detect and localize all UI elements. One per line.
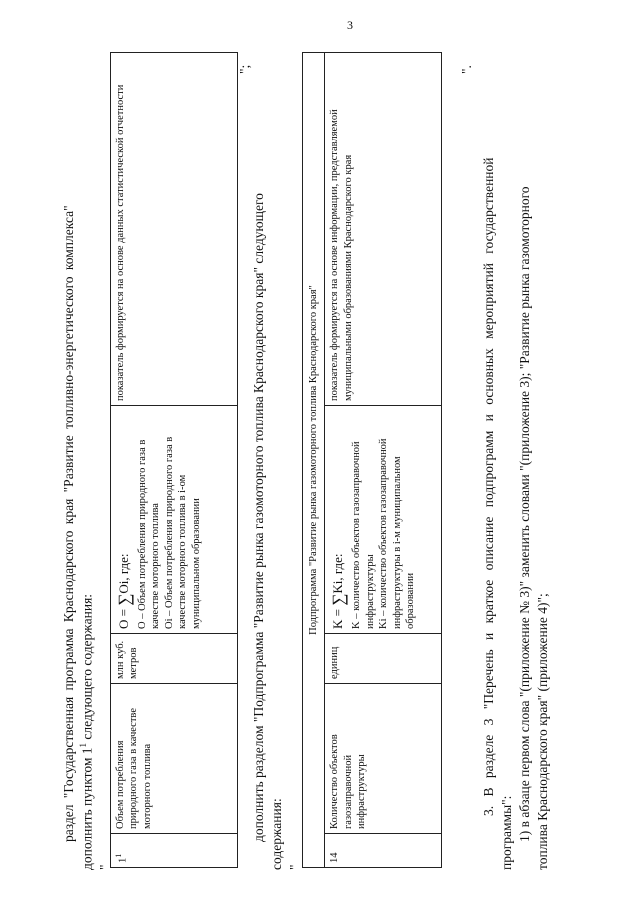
table-caption-row <box>303 53 325 868</box>
table-caption: Подпрограмма "Развитие рынка газомоторного топлива Краснодарского края" <box>303 53 325 868</box>
middle-line-1: дополнить разделом "Подпрограмма "Развитие рынка газомоторного топлива Краснодарского края" следующего <box>251 193 266 842</box>
intro-line-2 <box>78 594 96 870</box>
open-quote-2: " <box>287 864 302 870</box>
rotated-landscape-content <box>40 52 600 870</box>
unit-cell: млн куб. метров <box>111 634 238 684</box>
formula: O = ∑Oi, где: <box>115 553 134 629</box>
unit-cell: единиц <box>325 634 442 684</box>
row-number-cell: $1^1$ <box>111 834 238 868</box>
page-number: 3 <box>347 18 353 32</box>
intro-line-2-sup: 1 <box>78 743 88 748</box>
item3-line-1: 3. В разделе 3 "Перечень и краткое описание подпрограмм и основных мероприятий государственной <box>481 157 496 816</box>
item3-line-4: топлива Краснодарского края" (приложение 4)"; <box>535 593 550 870</box>
intro-line-2-pre: дополнить пунктом 1 <box>79 747 95 870</box>
formula-cell <box>325 406 442 634</box>
formula-desc-1: O – Объем потребления природного газа в качестве моторного топлива <box>136 439 162 629</box>
intro-line-1: раздел "Государственная программа Краснодарского края "Развитие топливно-энергетического комплекса" <box>61 205 76 842</box>
formula: K = ∑Ki, где: <box>329 553 349 629</box>
table-row <box>325 53 442 868</box>
formula-cell <box>111 406 238 634</box>
row-number-cell: 14 <box>325 834 442 868</box>
indicator-table-1 <box>110 52 238 868</box>
close-quote-1: "; <box>237 64 252 74</box>
data-source-cell: показатель формируется на основе данных статистической отчетности <box>111 53 238 406</box>
intro-line-2-post: следующего содержания: <box>79 593 95 743</box>
indicator-table-2 <box>302 52 442 868</box>
formula-desc-1: K – количество объектов газозаправочной инфраструктуры <box>351 441 376 629</box>
open-quote-1: " <box>97 864 112 870</box>
middle-line-2: содержания: <box>269 798 284 870</box>
indicator-name-cell: Количество объектов газозаправочной инфраструктуры <box>325 684 442 834</box>
close-quote-2: ". <box>459 65 474 74</box>
data-source-cell: показатель формируется на основе информации, представляемой муниципальными образованиями Краснодарского края <box>325 53 442 406</box>
indicator-name-cell: Объем потребления природного газа в качестве моторного топлива <box>111 684 238 834</box>
formula-desc-2: Ki – количество объектов газозаправочной инфраструктуры в i-м муниципальном образовании <box>378 438 416 629</box>
formula-desc-2: Oi – Объем потребления природного газа в качестве моторного топлива в i-ом муниципальном образовании <box>163 436 202 629</box>
table-row <box>111 53 238 868</box>
item3-line-2: программы": <box>499 795 514 870</box>
item3-line-3: 1) в абзаце первом слова "(приложение № 3)" заменить словами "(приложение 3); "Развитие рынка газомоторного <box>517 186 532 842</box>
